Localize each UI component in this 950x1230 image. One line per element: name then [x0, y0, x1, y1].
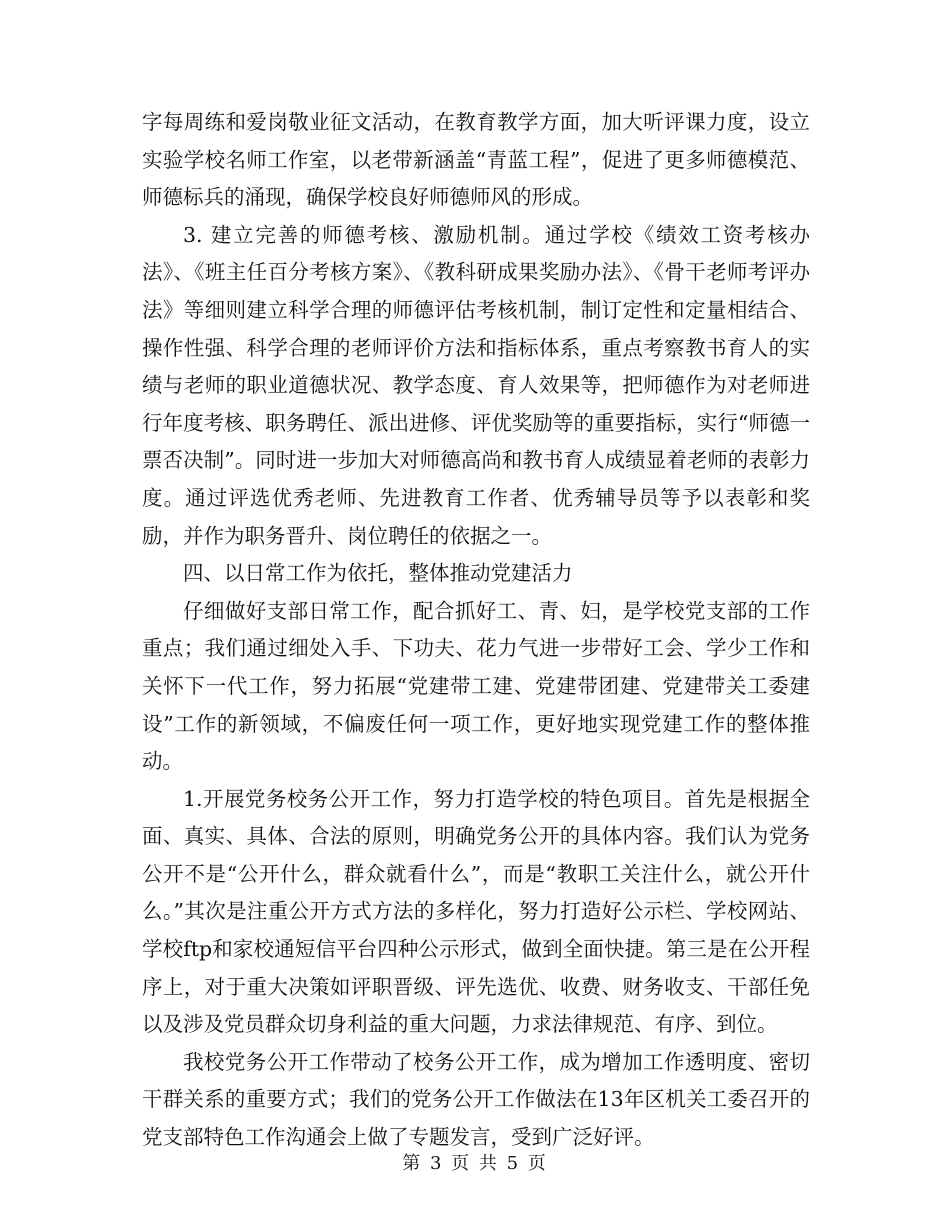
page-footer: 第 3 页 共 5 页 [402, 1153, 548, 1174]
paragraph-branch-daily-work: 仔细做好支部日常工作，配合抓好工、青、妇，是学校党支部的工作重点；我们通过细处入手、下功夫、花力气进一步带好工会、学少工作和关怀下一代工作，努力拓展“党建带工建、党建带团建、党建带关工委建设”工作的新领域，不偏废任何一项工作，更好地实现党建工作的整体推动。 [142, 598, 810, 774]
paragraph-affairs-disclosure: 1.开展党务校务公开工作，努力打造学校的特色项目。首先是根据全面、真实、具体、合法的原则，明确党务公开的具体内容。我们认为党务公开不是“公开什么，群众就看什么”，而是“教职工关注什么，就公开什么。”其次是注重公开方式方法的多样化，努力打造好公示栏、学校网站、学校ftp和家校通短信平台四种公示形式，做到全面快捷。第三是在公开程序上，对于重大决策如评职晋级、评先选优、收费、财务收支、干部任免以及涉及党员群众切身利益的重大问题，力求法律规范、有序、到位。 [142, 786, 810, 1037]
paragraph-teacher-ethics-assessment: 3. 建立完善的师德考核、激励机制。通过学校《绩效工资考核办法》、《班主任百分考核方案》、《教科研成果奖励办法》、《骨干老师考评办法》等细则建立科学合理的师德评估考核机制，制订定性和定量相结合、操作性强、科学合理的老师评价方法和指标体系，重点考察教书育人的实绩与老师的职业道德状况、教学态度、育人效果等，把师德作为对老师进行年度考核、职务聘任、派出进修、评优奖励等的重要指标，实行“师德一票否决制”。同时进一步加大对师德高尚和教书育人成绩显着老师的表彰力度。通过评选优秀老师、先进教育工作者、优秀辅导员等予以表彰和奖励，并作为职务晋升、岗位聘任的依据之一。 [142, 222, 810, 548]
paragraph-continuation: 字每周练和爱岗敬业征文活动，在教育教学方面，加大听评课力度，设立实验学校名师工作室，以老带新涵盖“青蓝工程”，促进了更多师德模范、师德标兵的涌现，确保学校良好师德师风的形成。 [142, 110, 810, 210]
section-heading-four: 四、以日常工作为依托，整体推动党建活力 [183, 561, 573, 586]
document-body [142, 104, 810, 1157]
paragraph-disclosure-results: 我校党务公开工作带动了校务公开工作，成为增加工作透明度、密切干群关系的重要方式；我们的党务公开工作做法在13年区机关工委召开的党支部特色工作沟通会上做了专题发言，受到广泛好评。 [142, 1049, 810, 1150]
